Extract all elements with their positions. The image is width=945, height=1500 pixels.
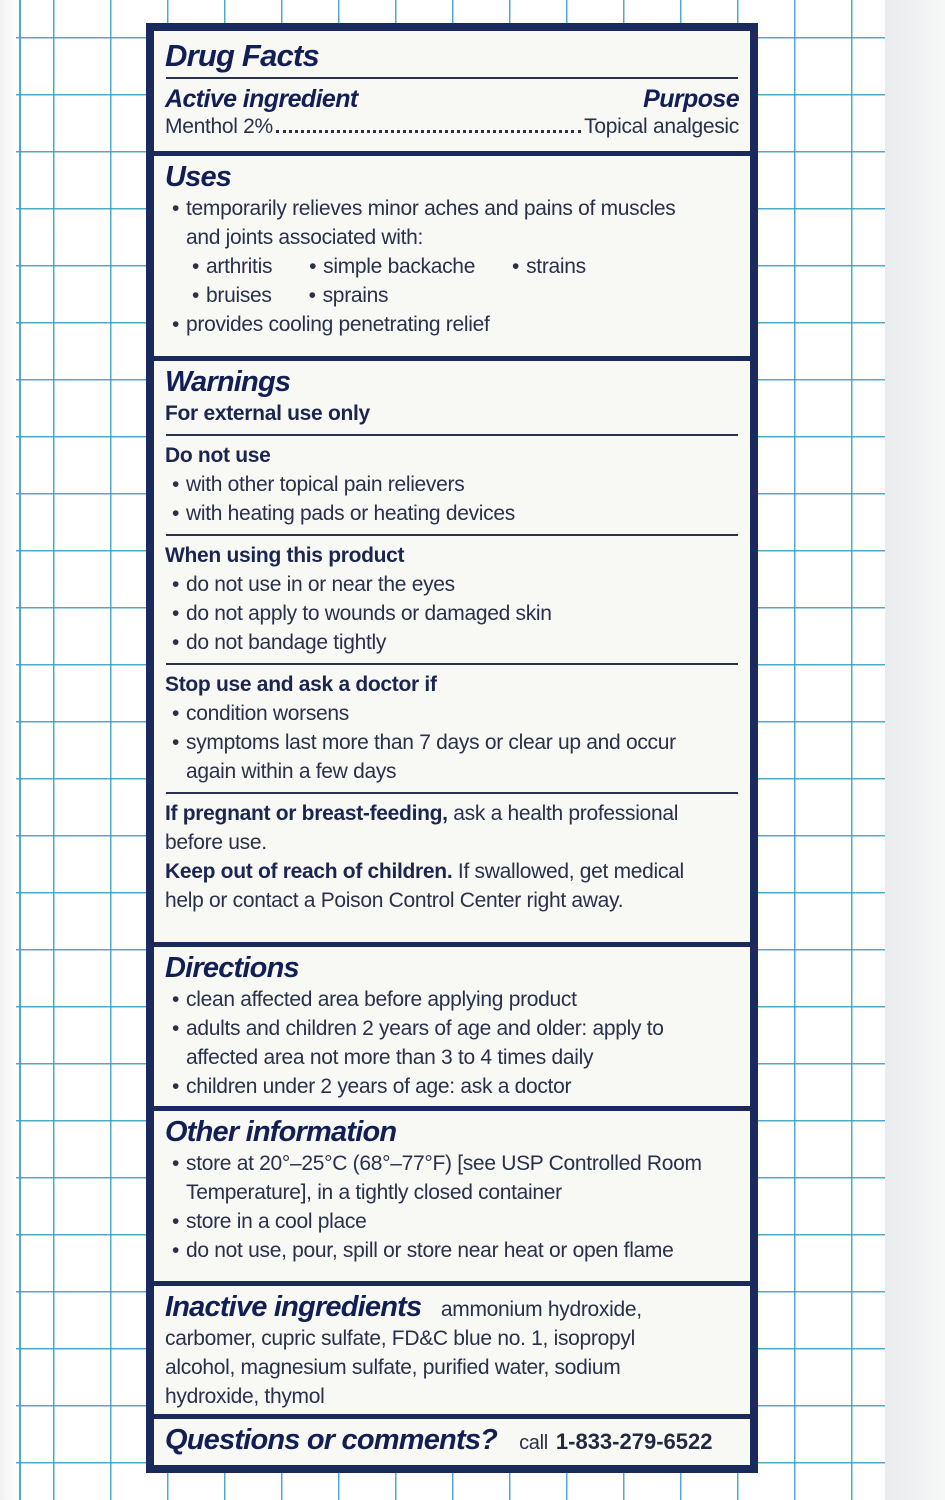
warnings-divider: [166, 534, 738, 536]
dot-leader: [276, 130, 581, 133]
inactive-ingredients-heading: Inactive ingredients: [165, 1291, 422, 1323]
children-warning-rest: If swallowed, get medical help or contact a Poison Control Center right away.: [165, 860, 684, 912]
directions-item-text: • adults and children 2 years of age and older: apply to affected area not more than 3 to 4 times daily: [186, 1017, 664, 1069]
directions-item-text: • clean affected area before applying product: [186, 988, 577, 1011]
section-directions: [154, 942, 750, 1106]
uses-heading: Uses: [165, 161, 232, 193]
pregnant-warning-lead: If pregnant or breast-feeding,: [165, 802, 448, 825]
drug-facts-label: [146, 23, 758, 1473]
uses-item: [165, 194, 739, 252]
uses-sub-item: • sprains: [302, 281, 389, 310]
uses-sub-item: • simple backache: [302, 252, 475, 281]
questions-heading: Questions or comments?: [165, 1424, 498, 1456]
pregnant-warning-rest: ask a health professional before use.: [165, 802, 679, 854]
purpose-heading: Purpose: [643, 85, 739, 113]
active-ingredient-heading: Active ingredient: [165, 85, 358, 113]
phone-number: 1-833-279-6522: [555, 1429, 713, 1454]
stop-use-heading: Stop use and ask a doctor if: [165, 673, 437, 696]
stop-use-item-text: • condition worsens: [186, 702, 349, 725]
page-left-edge-shadow: [0, 0, 16, 1500]
warnings-divider: [166, 434, 738, 436]
uses-sub-item: • strains: [505, 252, 586, 281]
do-not-use-item: [165, 470, 739, 499]
other-information-item-text: • do not use, pour, spill or store near heat or open flame: [186, 1239, 674, 1262]
directions-item-text: • children under 2 years of age: ask a doctor: [186, 1075, 572, 1098]
children-warning: [165, 857, 710, 915]
when-using-item-text: • do not use in or near the eyes: [186, 573, 455, 596]
page-right-edge-shadow: [885, 0, 945, 1500]
when-using-item: [165, 570, 739, 599]
other-information-item: [165, 1236, 739, 1265]
drug-facts-title: Drug Facts: [165, 38, 319, 73]
directions-heading: Directions: [165, 952, 299, 984]
do-not-use-item-text: • with other topical pain relievers: [186, 473, 465, 496]
title-divider: [166, 77, 738, 79]
uses-sub-row: [165, 252, 739, 281]
warnings-heading: Warnings: [165, 366, 291, 398]
section-inactive-ingredients: [154, 1281, 750, 1414]
inactive-ingredients-paragraph: [165, 1290, 710, 1411]
when-using-item-text: • do not apply to wounds or damaged skin: [186, 602, 552, 625]
uses-item: [165, 310, 739, 339]
other-information-item: [165, 1207, 739, 1236]
stop-use-item: [165, 699, 739, 728]
do-not-use-item-text: • with heating pads or heating devices: [186, 502, 515, 525]
do-not-use-item: [165, 499, 739, 528]
stop-use-item: [165, 728, 739, 786]
questions-row: [165, 1423, 739, 1457]
when-using-item: [165, 599, 739, 628]
section-uses: [154, 151, 750, 356]
ingredient-row: [165, 113, 739, 140]
external-use-text: For external use only: [165, 402, 370, 425]
other-information-heading: Other information: [165, 1116, 397, 1148]
do-not-use-heading: Do not use: [165, 444, 271, 467]
uses-sub-item: • arthritis: [185, 252, 272, 281]
uses-item-text: • temporarily relieves minor aches and pains of muscles and joints associated with:: [186, 197, 676, 249]
warnings-divider: [166, 663, 738, 665]
section-questions: [154, 1414, 750, 1465]
directions-item: [165, 985, 739, 1014]
uses-sub-row: [165, 281, 739, 310]
uses-sub-item: • bruises: [185, 281, 272, 310]
ingredient-purpose: Topical analgesic: [584, 115, 739, 138]
ingredient-purpose-header-row: [165, 85, 739, 113]
other-information-item-text: • store in a cool place: [186, 1210, 367, 1233]
warnings-divider: [166, 792, 738, 794]
stop-use-item-text: • symptoms last more than 7 days or clear up and occur again within a few days: [186, 731, 676, 783]
directions-item: [165, 1014, 739, 1072]
section-header: [154, 31, 750, 151]
when-using-item-text: • do not bandage tightly: [186, 631, 387, 654]
when-using-heading: When using this product: [165, 544, 405, 567]
section-warnings: [154, 356, 750, 942]
paper-margin-line: [19, 0, 21, 1500]
call-label: call: [519, 1432, 548, 1454]
pregnant-warning: [165, 799, 710, 857]
when-using-item: [165, 628, 739, 657]
uses-item-text: • provides cooling penetrating relief: [186, 313, 490, 336]
children-warning-lead: Keep out of reach of children.: [165, 860, 453, 883]
section-other-information: [154, 1106, 750, 1281]
directions-item: [165, 1072, 739, 1101]
ingredient-name: Menthol 2%: [165, 115, 273, 138]
other-information-item-text: • store at 20°–25°C (68°–77°F) [see USP Controlled Room Temperature], in a tightly closed container: [186, 1152, 702, 1204]
other-information-item: [165, 1149, 739, 1207]
inactive-ingredients-text: ammonium hydroxide, carbomer, cupric sulfate, FD&C blue no. 1, isopropyl alcohol, magnesium sulfate, purified water, sodium hydroxide, thymol: [165, 1298, 642, 1408]
